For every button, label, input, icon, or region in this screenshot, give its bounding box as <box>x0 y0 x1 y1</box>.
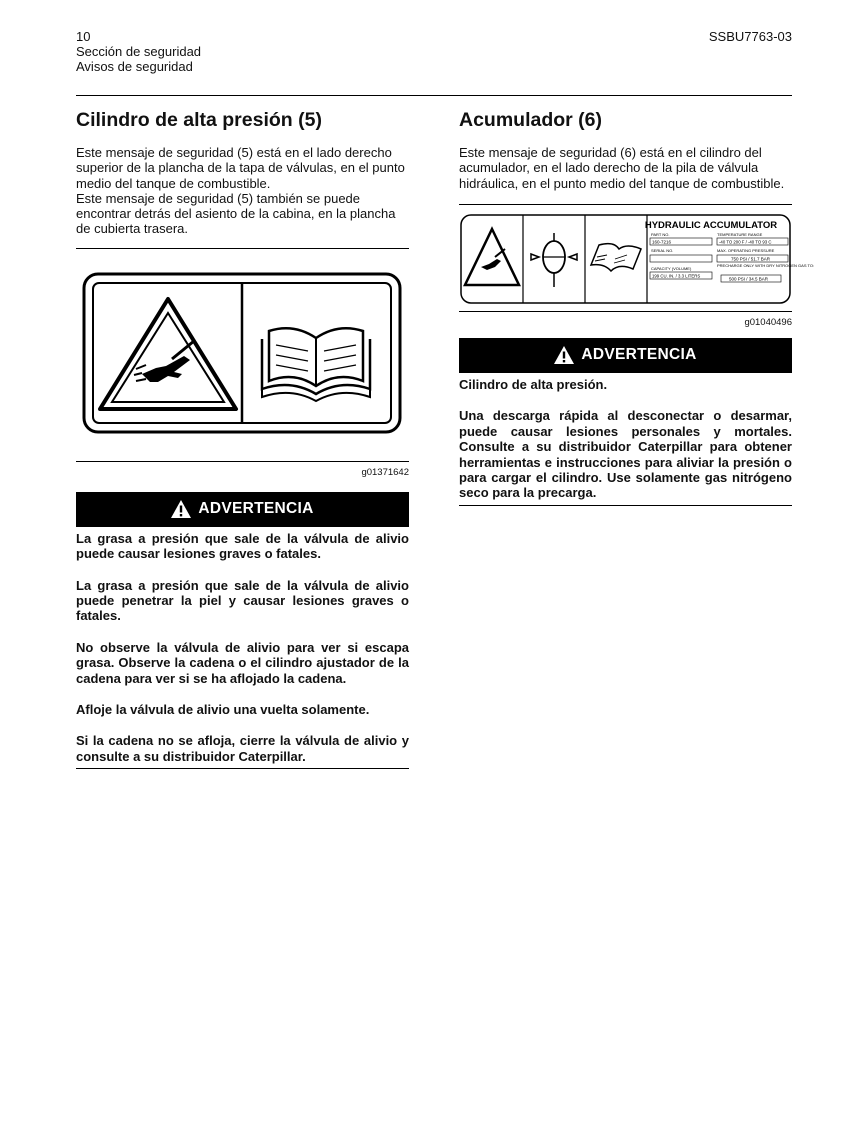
warning-triangle-icon <box>171 500 191 518</box>
decal-part-value: 160-7216 <box>652 239 672 245</box>
crush-hazard-icon <box>100 299 236 409</box>
doc-id: SSBU7763-03 <box>708 29 792 44</box>
decal-precharge-label: PRECHARGE ONLY WITH DRY NITROGEN GAS TO: <box>717 262 815 268</box>
warning-triangle-icon <box>554 346 574 364</box>
figure-id-right: g01040496 <box>744 316 792 328</box>
decal-title: HYDRAULIC ACCUMULATOR <box>644 219 778 231</box>
figure-bottom-rule-right <box>459 311 792 312</box>
left-section-title: Cilindro de alta presión (5) <box>76 109 322 131</box>
accumulator-symbol-icon <box>531 233 577 287</box>
decal-temp-value: -40 TO 200 F / -40 TO 93 C <box>719 239 772 245</box>
warning-banner-label: ADVERTENCIA <box>198 500 314 518</box>
warning-end-rule-right <box>459 505 792 506</box>
warning-banner-label: ADVERTENCIA <box>581 346 697 364</box>
warning-text-3: No observe la válvula de alivio para ver si escapa grasa. Observe la cadena o el cilindro ajustador de la cadena para ver si se ha aflojado la cadena. <box>76 639 409 686</box>
left-paragraph-2: Este mensaje de seguridad (5) también se puede encontrar detrás del asiento de la cabina, en la plancha de cubierta trasera. <box>76 190 396 237</box>
warning-text-2: La grasa a presión que sale de la válvula de alivio puede penetrar la piel y causar lesiones graves o fatales. <box>76 577 409 624</box>
subsection-title: Avisos de seguridad <box>76 59 193 74</box>
page-number: 10 <box>76 29 91 44</box>
warning-subtitle-right: Cilindro de alta presión. <box>459 376 608 392</box>
figure-bottom-rule <box>76 461 409 462</box>
warning-text-right: Una descarga rápida al desconectar o desarmar, puede causar lesiones personales y mortales. Consulte a su distribuidor Caterpillar para obtener herramientas e instrucciones para aliviar la presión o para cargar el cilindro. Use solamente gas nitrógeno seco para la precarga. <box>459 408 792 501</box>
warning-text-5: Si la cadena no se afloja, cierre la válvula de alivio y consulte a su distribuidor Caterpillar. <box>76 733 409 764</box>
warning-text-1: La grasa a presión que sale de la válvula de alivio puede causar lesiones graves o fatales. <box>76 530 409 562</box>
decal-temp-label: TEMPERATURE RANGE <box>717 231 763 237</box>
page-header-left <box>76 29 201 74</box>
decal-serial-label: SERIAL NO. <box>651 247 674 253</box>
decal-precharge-value: 500 PSI / 34.5 BAR <box>729 276 769 282</box>
decal-image <box>76 249 409 461</box>
warning-text-4: Afloje la válvula de alivio una vuelta solamente. <box>76 702 370 718</box>
accumulator-decal-image <box>459 205 815 311</box>
section-title: Sección de seguridad <box>76 44 202 59</box>
left-column <box>76 108 409 769</box>
decal-capacity-value: 199 CU. IN. / 3.3 LITERS <box>652 273 701 279</box>
warning-banner-left <box>76 492 409 527</box>
warning-end-rule-left <box>76 768 409 769</box>
right-section-title: Acumulador (6) <box>459 109 603 131</box>
right-column <box>459 108 815 506</box>
decal-part-label: PART NO. <box>651 231 670 237</box>
right-paragraph: Este mensaje de seguridad (6) está en el cilindro del acumulador, en el lado derecho de la pila de válvula hidráulica, en el punto medio del tanque de combustible. <box>459 145 785 191</box>
decal-max-label: MAX. OPERATING PRESSURE <box>717 247 775 253</box>
decal-capacity-label: CAPACITY (VOLUME) <box>651 265 692 271</box>
crush-hazard-icon-small <box>465 229 519 285</box>
manual-book-icon-small <box>591 244 641 271</box>
figure-id-left: g01371642 <box>361 466 409 478</box>
decal-max-value: 750 PSI / 51.7 BAR <box>731 256 771 262</box>
figure-high-pressure-decal <box>76 249 409 461</box>
figure-accumulator-decal <box>459 205 815 311</box>
header-rule <box>76 95 792 96</box>
manual-book-icon <box>262 328 370 401</box>
warning-banner-right <box>459 338 792 373</box>
left-paragraph: Este mensaje de seguridad (5) está en el lado derecho superior de la plancha de la tapa de válvulas, en el punto medio del tanque de combustible. <box>76 145 405 191</box>
